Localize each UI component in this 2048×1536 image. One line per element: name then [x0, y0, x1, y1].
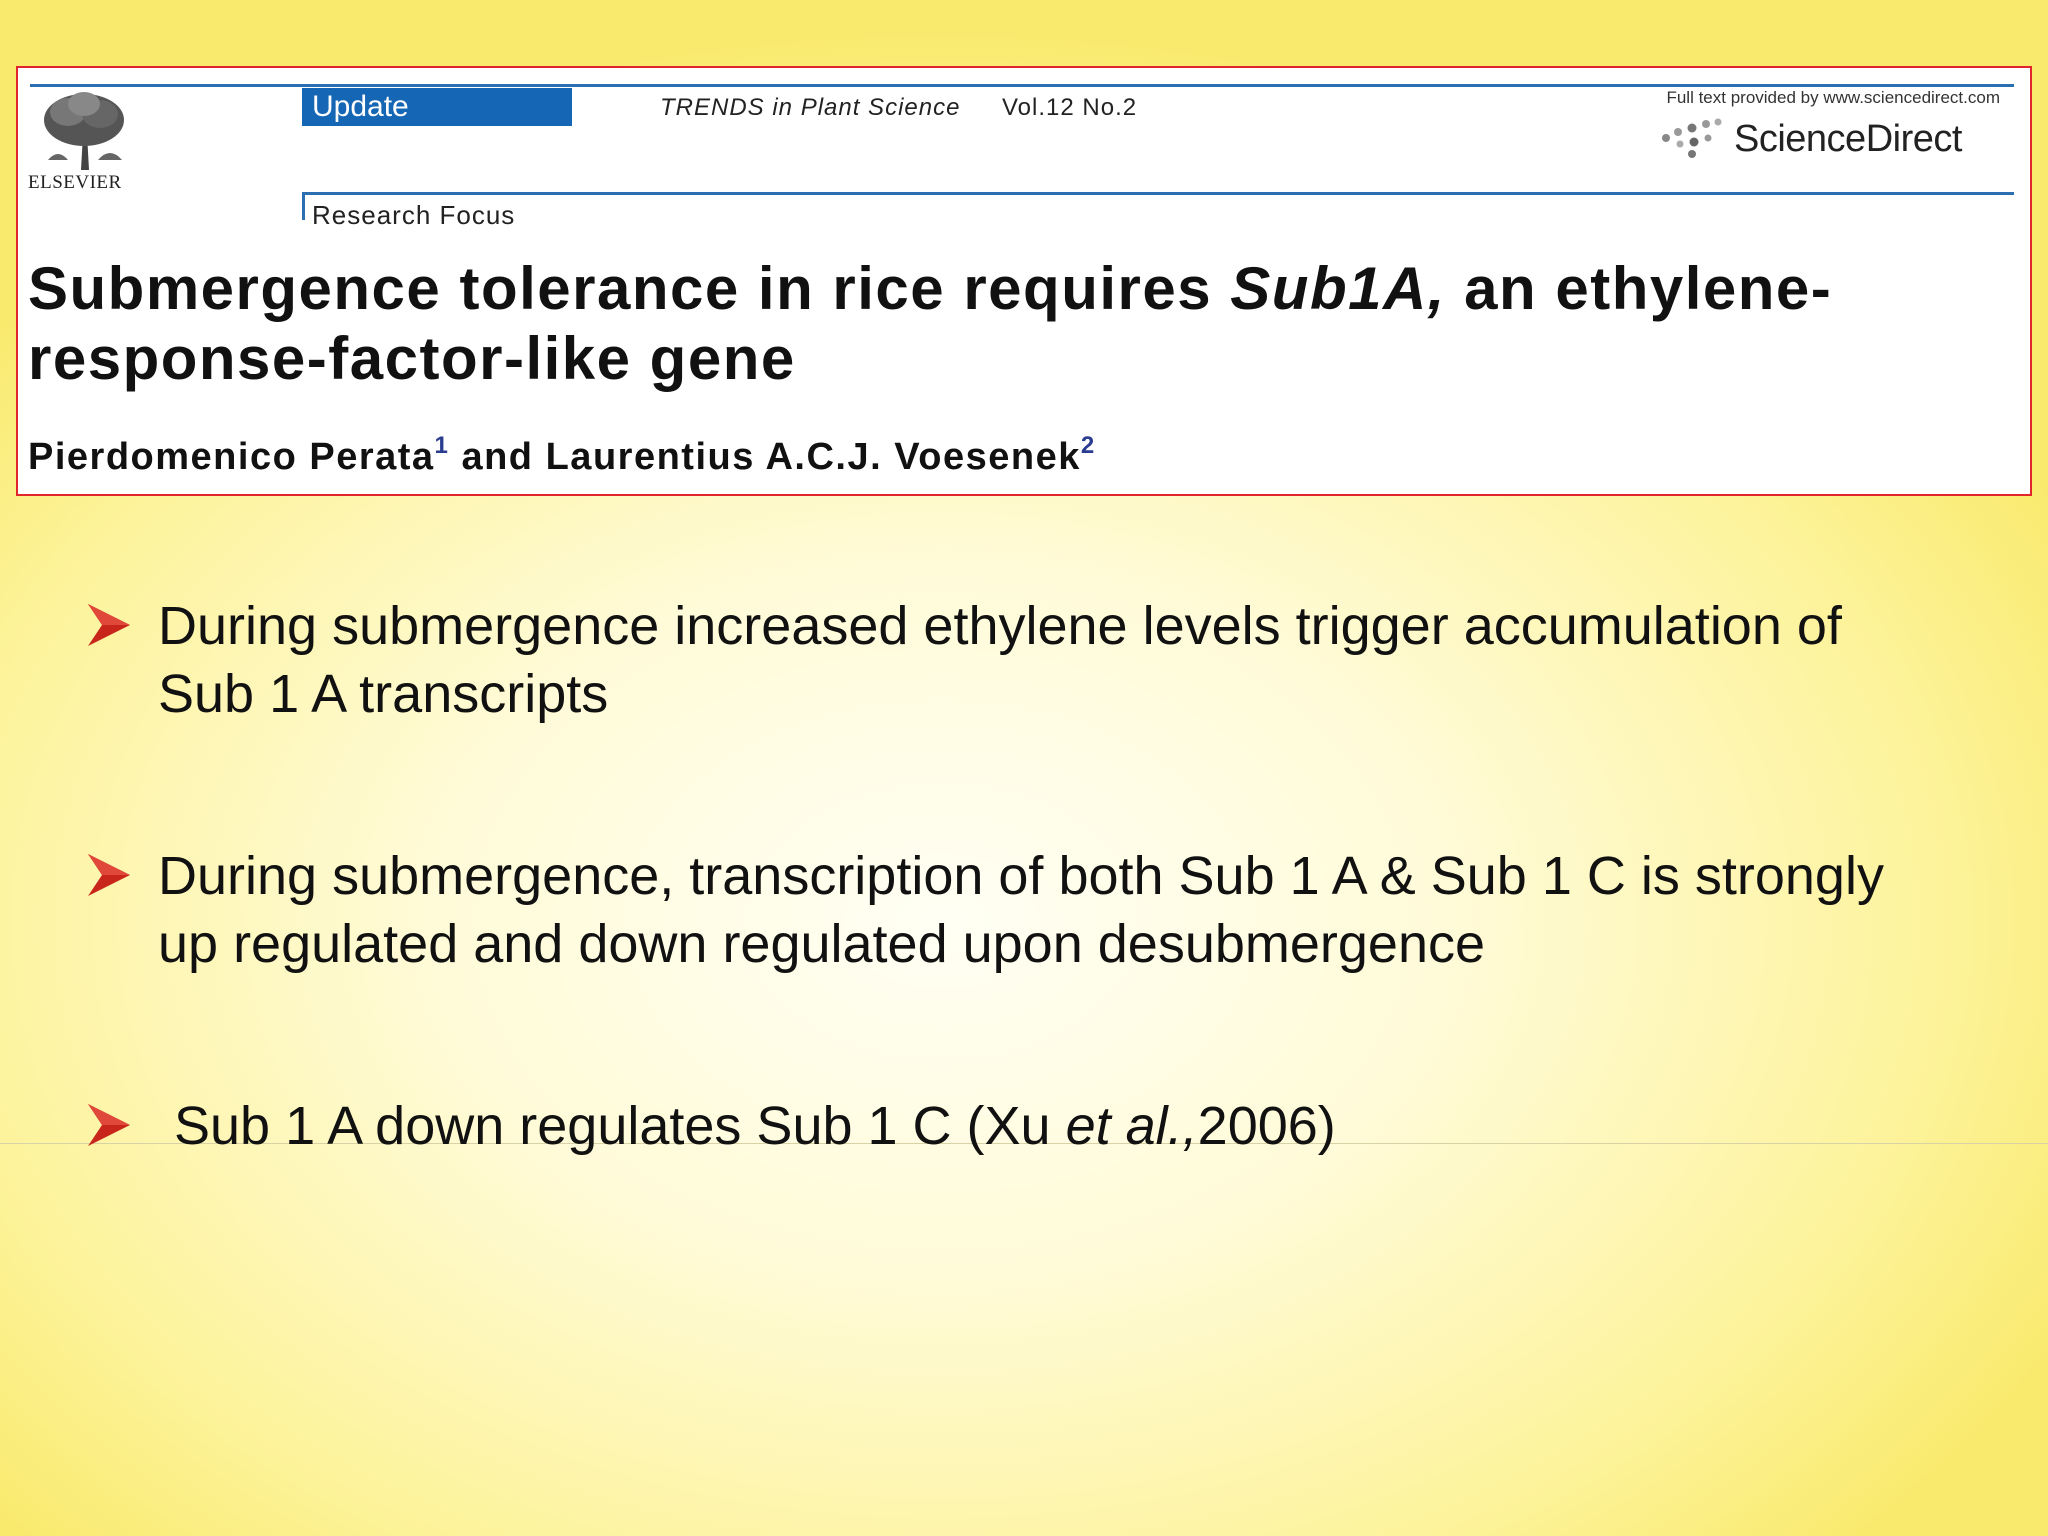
- author-1: Pierdomenico Perata: [28, 436, 435, 478]
- bullet-text: During submergence increased ethylene levels trigger accumulation of Sub 1 A transcripts: [158, 596, 1842, 724]
- header-top-rule: [30, 84, 2014, 87]
- sciencedirect-provider-note: Full text provided by www.sciencedirect.com: [1666, 88, 2000, 107]
- arrow-bullet-icon: [84, 850, 134, 900]
- title-gene-name: Sub1A,: [1230, 255, 1446, 322]
- author-1-affiliation: 1: [434, 432, 450, 459]
- citation-text: Sub 1 A down regulates Sub 1 C (Xu: [174, 1096, 1066, 1156]
- sciencedirect-dots-icon: [1658, 116, 1728, 160]
- section-label: Research Focus: [312, 200, 516, 230]
- sciencedirect-wordmark: ScienceDirect: [1734, 118, 1962, 160]
- sciencedirect-logo: [1658, 112, 1988, 164]
- article-title: [28, 254, 2008, 394]
- article-authors: [28, 432, 1096, 479]
- elsevier-wordmark: ELSEVIER: [28, 172, 122, 193]
- title-part-1: Submergence tolerance in rice requires: [28, 255, 1231, 322]
- journal-volume: Vol.12 No.2: [1002, 94, 1138, 121]
- author-2-affiliation: 2: [1080, 432, 1096, 459]
- title-part-2: an ethylene-response-factor-like gene: [28, 255, 1833, 392]
- citation-year: 2006): [1197, 1096, 1336, 1156]
- author-join: and: [449, 436, 546, 478]
- journal-name: TRENDS in Plant Science: [660, 94, 961, 121]
- section-rule-tick: [302, 192, 305, 220]
- author-2: Laurentius A.C.J. Voesenek: [545, 436, 1081, 478]
- article-header-image: [16, 66, 2032, 496]
- arrow-bullet-icon: [84, 600, 134, 650]
- bullet-text: During submergence, transcription of both Sub 1 A & Sub 1 C is strongly up regulated and down regulated upon desubmergence: [158, 846, 1884, 974]
- update-badge: Update: [302, 88, 572, 126]
- elsevier-logo: [28, 90, 140, 198]
- bullet-text: [174, 1092, 1934, 1160]
- section-rule: [302, 192, 2014, 195]
- elsevier-tree-icon: [38, 90, 128, 170]
- citation-et-al: et al.,: [1065, 1096, 1198, 1156]
- arrow-bullet-icon: [84, 1100, 134, 1150]
